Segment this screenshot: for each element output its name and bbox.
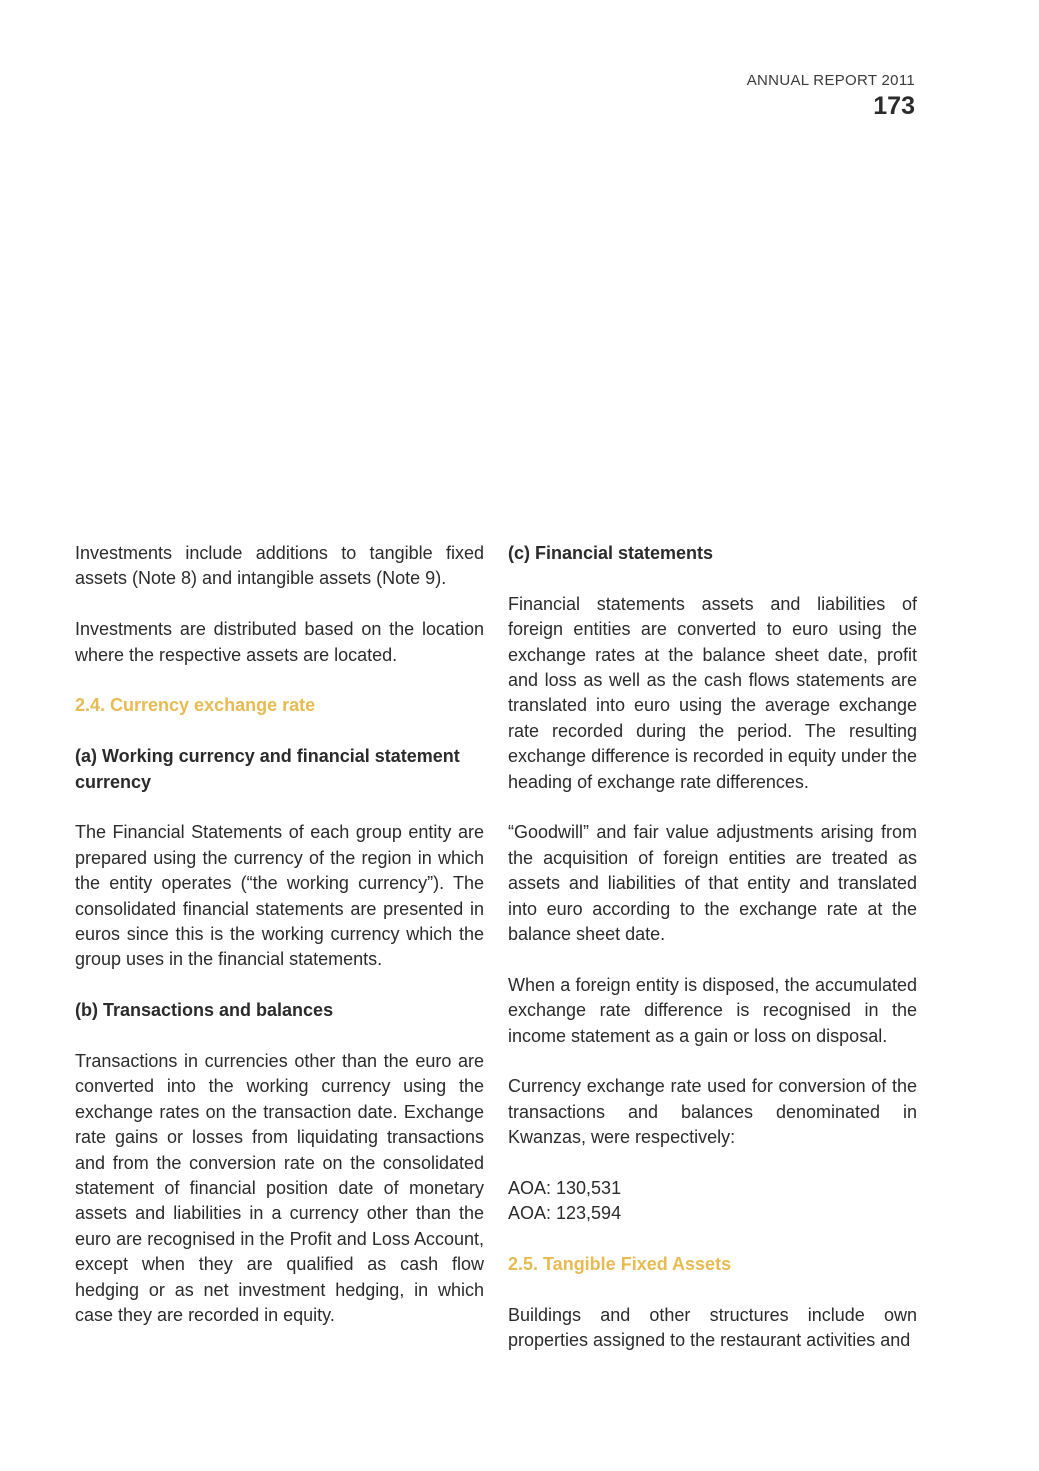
report-title: ANNUAL REPORT 2011: [746, 72, 915, 89]
subheading-working-currency: (a) Working currency and financial statement currency: [75, 746, 460, 792]
left-column: [75, 541, 484, 1354]
right-column: [508, 541, 917, 1379]
subheading-financial-statements: (c) Financial statements: [508, 543, 714, 563]
transactions-paragraph: Transactions in currencies other than the euro are converted into the working currency using the exchange rates on the transaction date. Exchange rate gains or losses from liquidating transactions and from the conversion rate on the consolidated statement of financial position date of monetary assets and liabilities in a currency other than the euro are recognised in the Profit and Loss Account, except when they are qualified as cash flow hedging or as net investment hedging, in which case they are recorded in equity.: [75, 1051, 484, 1326]
working-currency-paragraph: The Financial Statements of each group entity are prepared using the currency of the region in which the entity operates (“the working currency”). The consolidated financial statements are presented in euros since this is the working currency which the group uses in the financial statements.: [75, 822, 484, 970]
goodwill-paragraph: “Goodwill” and fair value adjustments arising from the acquisition of foreign entities are treated as assets and liabilities of that entity and translated into euro according to the exchange rate at the balance sheet date.: [508, 822, 917, 945]
kwanza-rate-paragraph: Currency exchange rate used for conversion of the transactions and balances denominated in Kwanzas, were respectively:: [508, 1076, 917, 1148]
page-header: [747, 70, 915, 120]
disposal-paragraph: When a foreign entity is disposed, the accumulated exchange rate difference is recognised in the income statement as a gain or loss on disposal.: [508, 974, 917, 1046]
investments-paragraph: Investments include additions to tangible fixed assets (Note 8) and intangible assets (Note 9).: [75, 543, 484, 589]
exchange-rate-2: AOA: 123,594: [508, 1203, 622, 1224]
buildings-paragraph: Buildings and other structures include own properties assigned to the restaurant activities and: [508, 1305, 917, 1351]
section-heading-tangible-fixed-assets: 2.5. Tangible Fixed Assets: [508, 1254, 732, 1275]
section-heading-currency-exchange-rate: 2.4. Currency exchange rate: [75, 695, 316, 716]
financial-statements-paragraph: Financial statements assets and liabilities of foreign entities are converted to euro using the exchange rates at the balance sheet date, profit and loss as well as the cash flows statements are translated into euro using the average exchange rate recorded during the period. The resulting exchange difference is recorded in equity under the heading of exchange rate differences.: [508, 593, 917, 792]
investments-distribution-paragraph: Investments are distributed based on the location where the respective assets are located.: [75, 619, 484, 665]
page-number: 173: [873, 92, 915, 120]
exchange-rate-1: AOA: 130,531: [508, 1178, 622, 1199]
subheading-transactions-balances: (b) Transactions and balances: [75, 1000, 334, 1021]
